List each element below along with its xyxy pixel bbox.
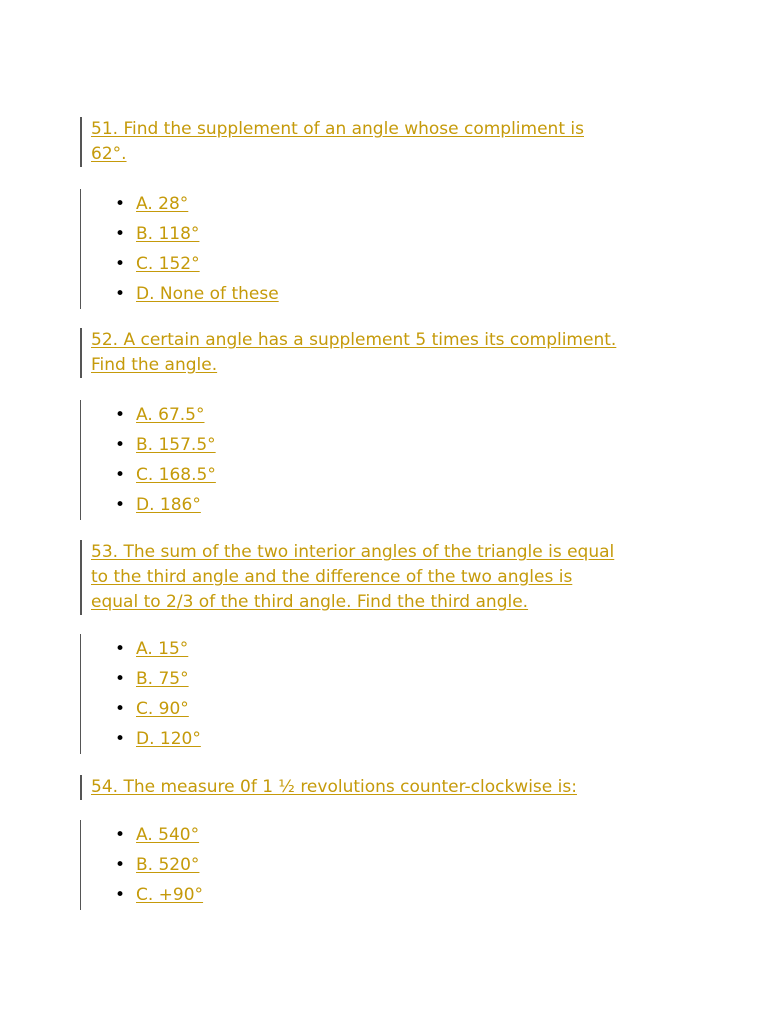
option-label[interactable]: C. +90°: [136, 885, 204, 905]
option-label[interactable]: C. 152°: [136, 254, 200, 274]
question-line[interactable]: equal to 2/3 of the third angle. Find the third angle.: [91, 592, 529, 612]
option-label[interactable]: B. 75°: [136, 669, 189, 689]
option-item[interactable]: [80, 664, 700, 694]
question-52: [80, 328, 700, 520]
bullet-icon: •: [115, 284, 126, 304]
option-label[interactable]: D. 120°: [136, 729, 201, 749]
bullet-icon: •: [115, 729, 126, 749]
options-list: [80, 400, 700, 520]
option-item[interactable]: [80, 820, 700, 850]
option-label[interactable]: A. 67.5°: [136, 405, 205, 425]
question-line[interactable]: 53. The sum of the two interior angles of the triangle is equal: [91, 542, 615, 562]
bullet-icon: •: [115, 224, 126, 244]
bullet-icon: •: [115, 639, 126, 659]
option-label[interactable]: B. 118°: [136, 224, 200, 244]
option-item[interactable]: [80, 279, 700, 309]
bullet-icon: •: [115, 194, 126, 214]
question-line[interactable]: 51. Find the supplement of an angle whose compliment is: [91, 119, 584, 139]
option-label[interactable]: B. 157.5°: [136, 435, 216, 455]
options-list: [80, 820, 700, 910]
question-line[interactable]: Find the angle.: [91, 355, 218, 375]
bullet-icon: •: [115, 699, 126, 719]
option-item[interactable]: [80, 724, 700, 754]
bullet-icon: •: [115, 885, 126, 905]
bullet-icon: •: [115, 825, 126, 845]
question-line[interactable]: to the third angle and the difference of the two angles is: [91, 567, 573, 587]
options-list: [80, 189, 700, 309]
question-54: [80, 775, 700, 910]
option-item[interactable]: [80, 249, 700, 279]
option-label[interactable]: A. 540°: [136, 825, 200, 845]
option-item[interactable]: [80, 694, 700, 724]
question-line[interactable]: 52. A certain angle has a supplement 5 times its compliment.: [91, 330, 617, 350]
option-item[interactable]: [80, 490, 700, 520]
bullet-icon: •: [115, 855, 126, 875]
option-item[interactable]: [80, 400, 700, 430]
option-item[interactable]: [80, 460, 700, 490]
question-text[interactable]: [80, 540, 700, 615]
question-text[interactable]: [80, 775, 700, 800]
question-line[interactable]: 62°.: [91, 144, 127, 164]
option-item[interactable]: [80, 189, 700, 219]
bullet-icon: •: [115, 254, 126, 274]
bullet-icon: •: [115, 435, 126, 455]
option-label[interactable]: B. 520°: [136, 855, 200, 875]
question-line[interactable]: 54. The measure 0f 1 ½ revolutions counter-clockwise is:: [91, 777, 577, 797]
bullet-icon: •: [115, 669, 126, 689]
option-item[interactable]: [80, 850, 700, 880]
option-item[interactable]: [80, 219, 700, 249]
option-item[interactable]: [80, 880, 700, 910]
option-label[interactable]: A. 15°: [136, 639, 189, 659]
option-label[interactable]: A. 28°: [136, 194, 189, 214]
bullet-icon: •: [115, 405, 126, 425]
option-label[interactable]: C. 90°: [136, 699, 189, 719]
question-text[interactable]: [80, 328, 700, 378]
bullet-icon: •: [115, 495, 126, 515]
options-list: [80, 634, 700, 754]
question-51: [80, 117, 700, 309]
option-item[interactable]: [80, 634, 700, 664]
bullet-icon: •: [115, 465, 126, 485]
option-label[interactable]: D. None of these: [136, 284, 279, 304]
option-label[interactable]: C. 168.5°: [136, 465, 216, 485]
option-item[interactable]: [80, 430, 700, 460]
question-text[interactable]: [80, 117, 700, 167]
option-label[interactable]: D. 186°: [136, 495, 201, 515]
question-53: [80, 540, 700, 754]
